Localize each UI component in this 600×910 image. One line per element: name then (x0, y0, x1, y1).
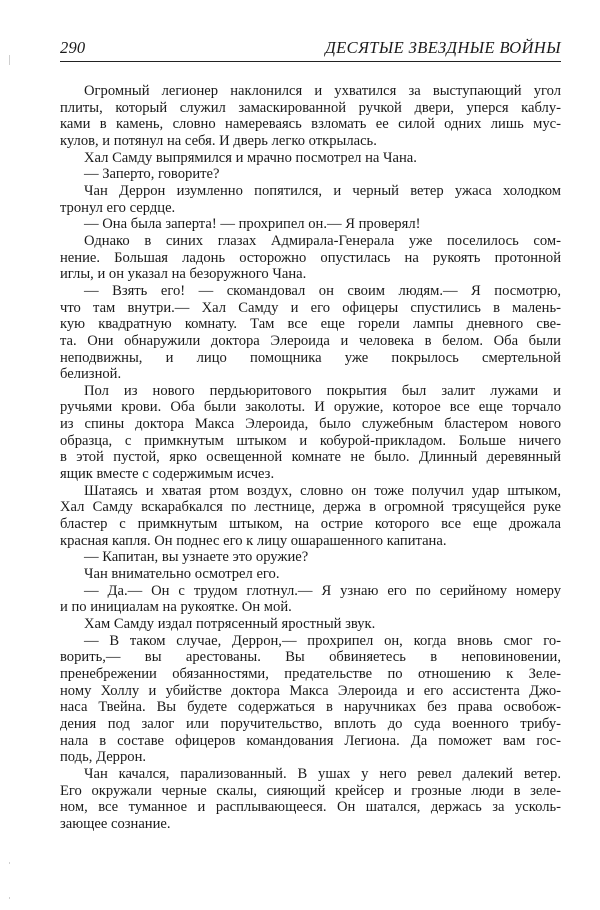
page-number: 290 (60, 38, 86, 57)
text-line: подь, Деррон. (60, 749, 147, 766)
text-line: нение. Большая ладонь осторожно опустилась на рукоять протонной (60, 249, 561, 266)
paragraph (60, 566, 561, 583)
text-line: бластер с примкнутым штыком, на острие которого все еще дрожала (60, 516, 561, 533)
text-line: Хал Самду выпрямился и мрачно посмотрел на Чана. (84, 149, 417, 166)
text-line: — Она была заперта! — прохрипел он.— Я проверял! (84, 216, 421, 233)
running-title: ДЕСЯТЫЕ ЗВЕЗДНЫЕ ВОЙНЫ (325, 38, 561, 57)
text-line: та. Они обнаружили доктора Элероида и человека в белом. Оба были (60, 332, 561, 349)
text-line: зающее сознание. (60, 815, 171, 832)
paragraph (60, 166, 561, 183)
text-line: ному Холлу и убийстве доктора Макса Элероида и его ассистента Джо- (60, 682, 561, 699)
text-line: ками в камень, словно намереваясь взломать ее силой одних лишь мус- (60, 116, 561, 133)
paragraph (60, 549, 561, 566)
text-line: белизной. (60, 366, 122, 383)
text-line: — Заперто, говорите? (84, 166, 220, 183)
paragraph (60, 283, 561, 383)
text-line: Однако в синих глазах Адмирала-Генерала уже поселилось сом- (84, 232, 561, 249)
text-line: и по инициалам на рукоятке. Он мой. (60, 599, 292, 616)
text-line: Шатаясь и хватая ртом воздух, словно он тоже получил удар штыком, (84, 482, 561, 499)
text-line: ручьями крови. Оба были заколоты. И оружие, которое все еще торчало (60, 399, 561, 416)
text-line: плиты, который служил замаскированной ручкой двери, уперся каблу- (60, 99, 561, 116)
text-line: — В таком случае, Деррон,— прохрипел он, когда вновь смог го- (84, 632, 561, 649)
paragraph (60, 616, 561, 633)
text-line: тронул его сердце. (60, 199, 176, 216)
paragraph (60, 83, 561, 150)
paragraph (60, 150, 561, 167)
text-line: нала в составе офицеров командования Легиона. Да поможет вам гос- (60, 732, 561, 749)
text-line: Хал Самду вскарабкался по лестнице, держа в огромной трясущейся руке (60, 499, 561, 516)
text-line: — Капитан, вы узнаете это оружие? (84, 549, 309, 566)
paragraph (60, 583, 561, 616)
text-line: в этой пустой, ярко освещенной комнате не было. Длинный деревянный (60, 449, 561, 466)
paragraph (60, 233, 561, 283)
paragraph (60, 483, 561, 550)
book-page (60, 38, 561, 833)
text-line: что там внутри.— Хал Самду и его офицеры спустились в малень- (60, 299, 561, 316)
text-line: — Да.— Он с трудом глотнул.— Я узнаю его по серийному номеру (84, 582, 561, 599)
paragraph (60, 383, 561, 483)
text-line: дения под залог или поручительство, вплоть до суда военного трибу- (60, 715, 561, 732)
text-line: — Взять его! — скомандовал он своим людям.— Я посмотрю, (84, 282, 561, 299)
text-line: из спины доктора Макса Элероида, было служебным бластером нового (60, 416, 561, 433)
text-line: Его окружали черные скалы, сияющий крейсер и грозные люди в зеле- (60, 782, 561, 799)
paragraph (60, 766, 561, 833)
page-body-text (60, 83, 561, 833)
text-line: Чан внимательно осмотрел его. (84, 566, 280, 583)
paragraph (60, 216, 561, 233)
text-line: иглы, и он указал на безоружного Чана. (60, 266, 307, 283)
paragraph (60, 633, 561, 766)
text-line: красная капля. Он поднес его к лицу ошарашенного капитана. (60, 532, 447, 549)
text-line: кую квадратную комнату. Там все еще горели лампы дневного све- (60, 316, 561, 333)
text-line: ном, все туманное и расплывающееся. Он шатался, держась за усколь- (60, 799, 561, 816)
paragraph (60, 183, 561, 216)
text-line: Хам Самду издал потрясенный яростный звук. (84, 616, 376, 632)
text-line: пренебрежении обязанностями, предательстве по отношению к Зеле- (60, 665, 561, 682)
scan-edge-mark (9, 55, 10, 65)
text-line: ворить,— вы арестованы. Вы обвиняетесь в неповиновении, (60, 649, 561, 666)
scan-edge-mark (9, 862, 10, 864)
text-line: Пол из нового пердьюритового покрытия был залит лужами и (84, 382, 561, 399)
text-line: кулов, и потянул на себя. И дверь легко открылась. (60, 132, 377, 149)
text-line: неподвижны, и лицо помощника уже покрылось смертельной (60, 349, 561, 366)
text-line: наса Твейна. Вы будете содержаться в наручниках без права освобож- (60, 699, 561, 716)
text-line: Чан качался, парализованный. В ушах у него ревел далекий ветер. (84, 765, 561, 782)
text-line: Огромный легионер наклонился и ухватился за выступающий угол (84, 83, 561, 99)
text-line: Чан Деррон изумленно попятился, и черный ветер ужаса холодком (84, 182, 561, 199)
text-line: образца, с примкнутым штыком и кобурой-прикладом. Больше ничего (60, 432, 561, 449)
text-line: ящик вместе с содержимым исчез. (60, 466, 275, 483)
running-header (60, 38, 561, 62)
scan-edge-mark (9, 897, 10, 899)
